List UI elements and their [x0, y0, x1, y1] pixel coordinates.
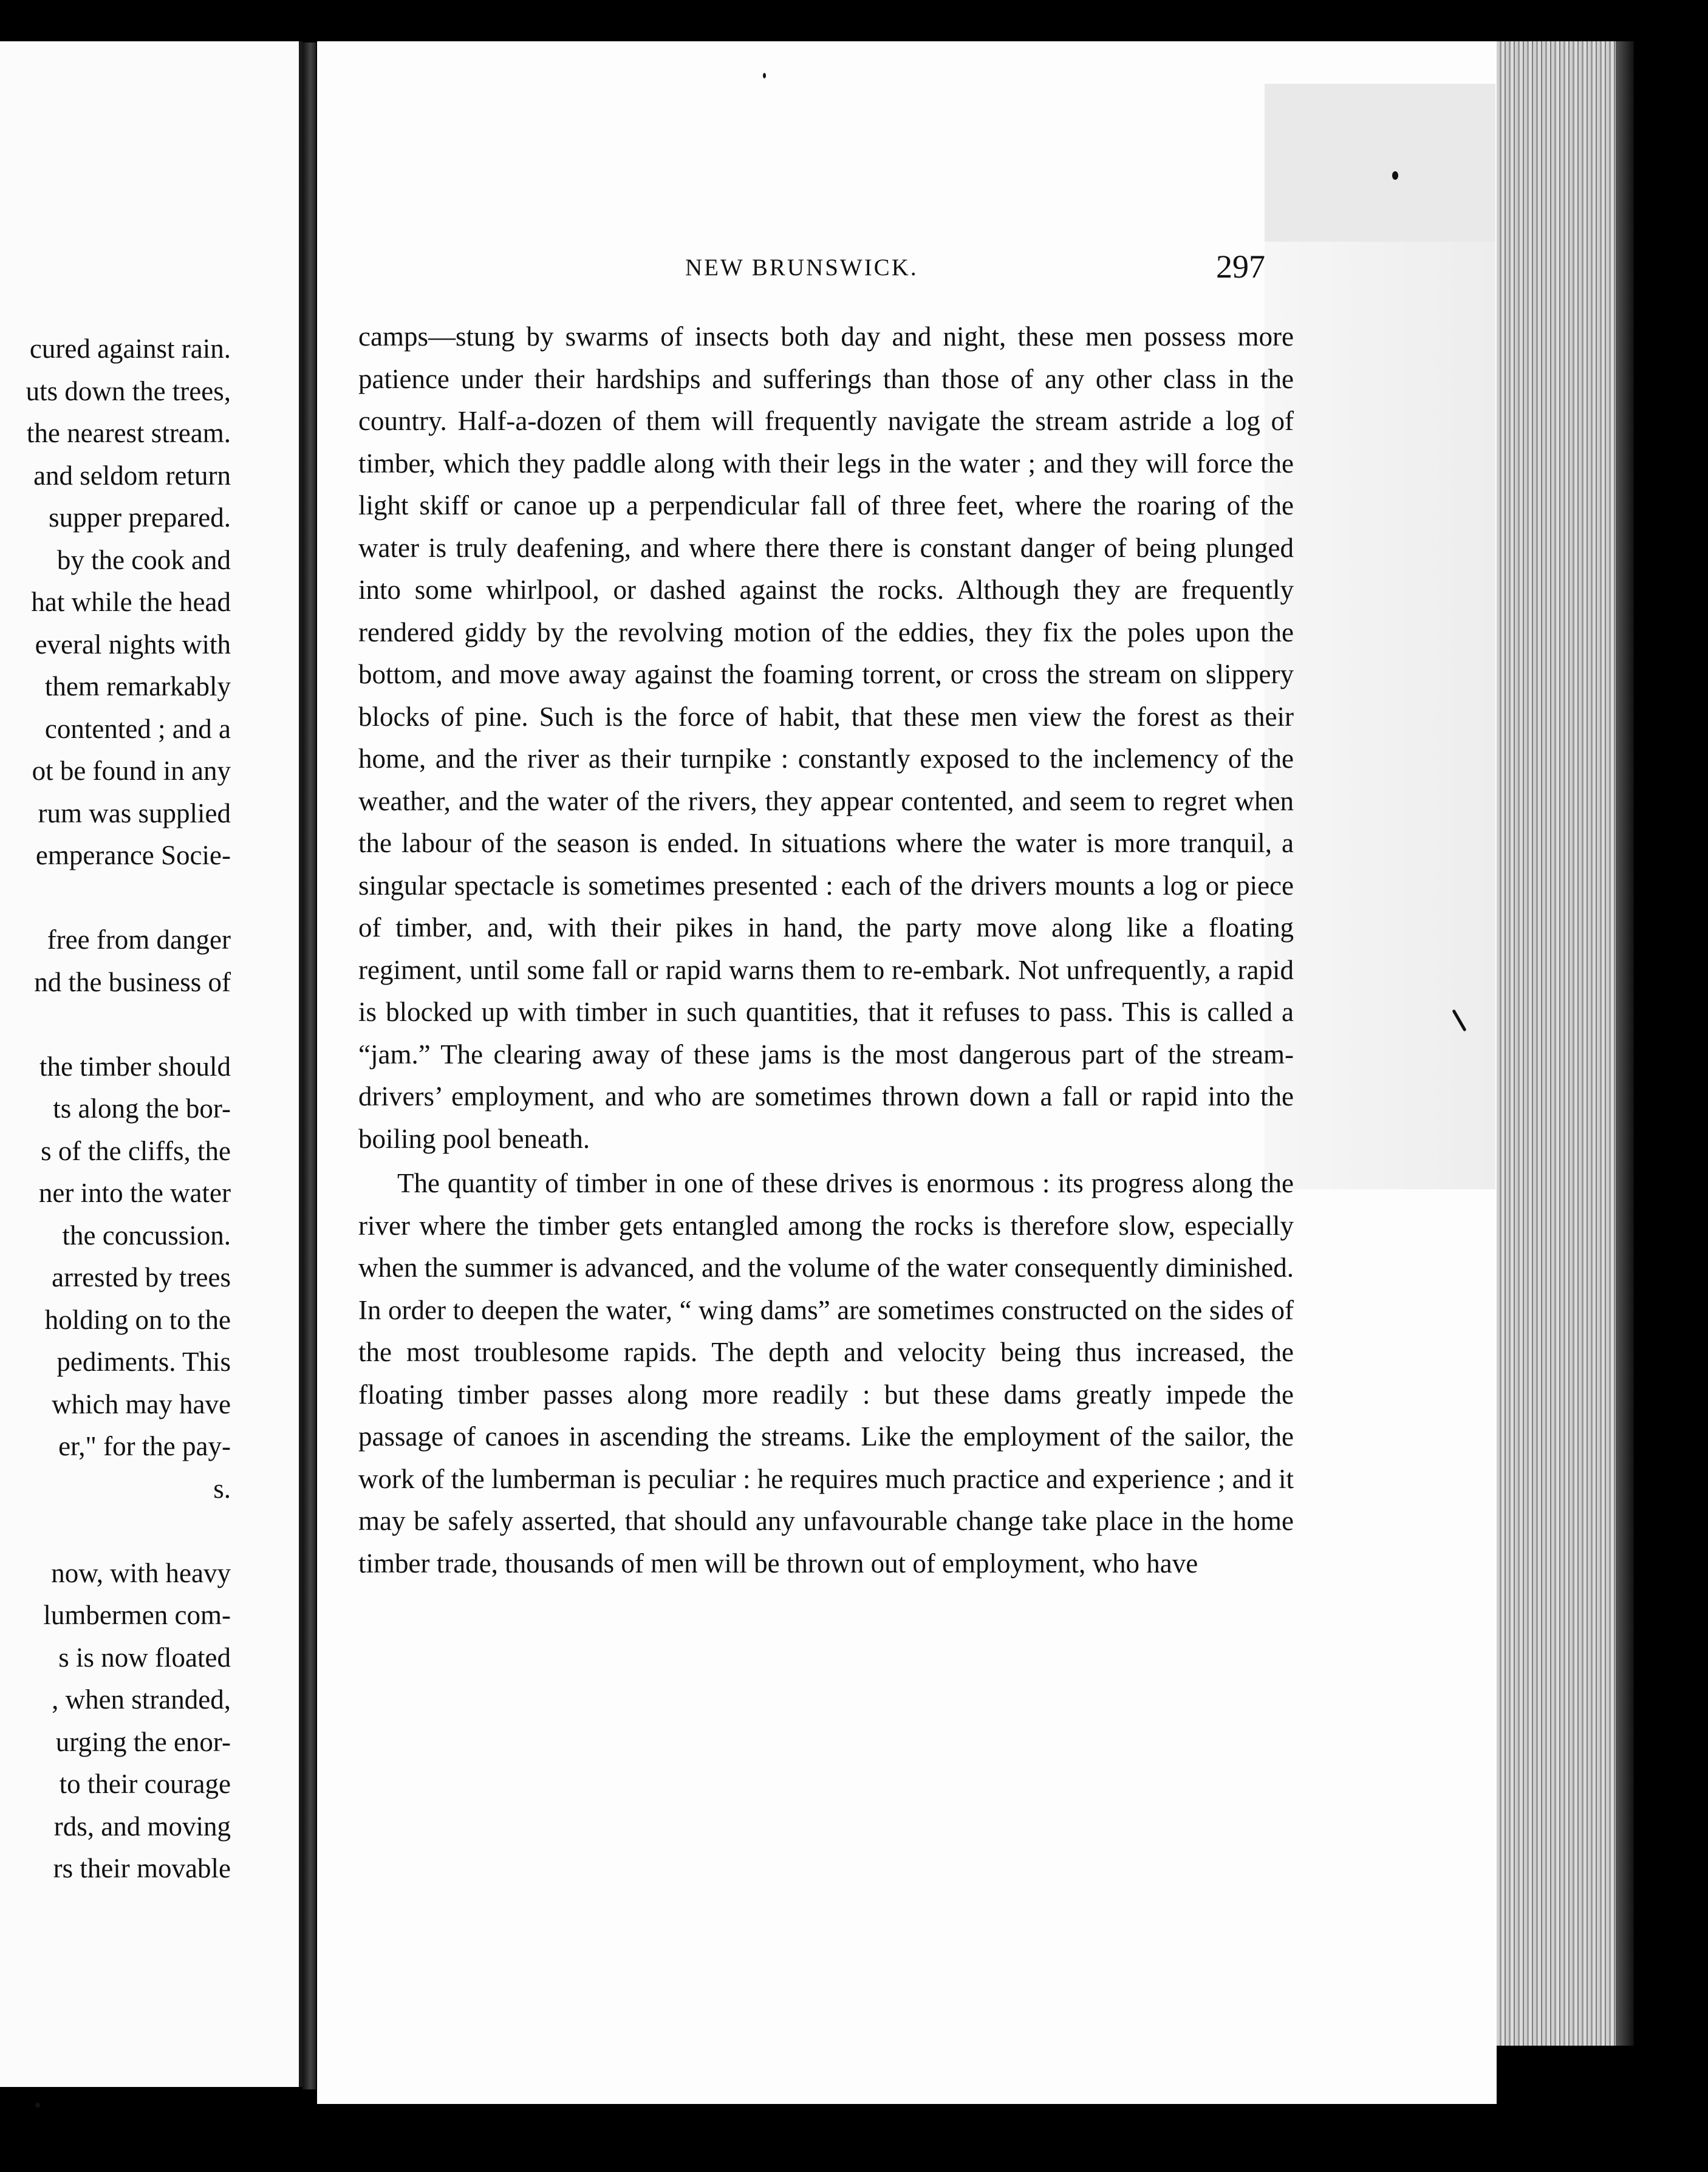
left-page-line: uts down the trees,: [26, 375, 231, 406]
left-page-line: now, with heavy: [51, 1557, 231, 1588]
left-page-line: s is now floated: [58, 1642, 231, 1673]
left-page-line: them remarkably: [44, 671, 231, 702]
left-page-line: everal nights with: [35, 629, 231, 660]
page-edges: [1497, 41, 1616, 2046]
left-page-line: contented ; and a: [44, 713, 231, 744]
ink-speck: [1392, 171, 1398, 180]
left-page-line: s of the cliffs, the: [41, 1135, 231, 1166]
left-page-line: pediments. This: [56, 1347, 231, 1377]
left-page-line: s.: [213, 1473, 231, 1504]
left-page-line: the concussion.: [62, 1220, 231, 1251]
left-page-line: to their courage: [59, 1769, 231, 1799]
left-page-line: supper prepared.: [49, 502, 231, 533]
book-gutter: [302, 43, 316, 2089]
left-page-line: ner into the water: [38, 1178, 231, 1208]
left-page-line: rds, and moving: [53, 1811, 231, 1842]
running-head: NEW BRUNSWICK.: [685, 254, 918, 281]
page-edges-shadow: [1616, 41, 1634, 2046]
left-page-line: cured against rain.: [29, 333, 231, 364]
left-page: [0, 41, 302, 2087]
left-page-line: , when stranded,: [52, 1684, 231, 1715]
left-page-line: ot be found in any: [32, 756, 231, 786]
left-page-line: free from danger: [47, 924, 231, 955]
left-page-line: hat while the head: [31, 587, 231, 617]
left-page-line: which may have: [52, 1388, 231, 1419]
left-page-line: rum was supplied: [38, 797, 231, 828]
page-number: 297: [1216, 248, 1265, 285]
left-page-line: the nearest stream.: [26, 418, 231, 448]
left-page-line: and seldom return: [33, 460, 231, 491]
body-text: [358, 316, 1294, 1585]
left-page-line: the timber should: [39, 1051, 231, 1082]
left-page-line: lumbermen com-: [43, 1600, 231, 1630]
left-page-line: holding on to the: [44, 1304, 231, 1335]
left-page-line: nd the business of: [34, 966, 231, 997]
paragraph: The quantity of timber in one of these drives is enormous : its progress along the river where the timber gets entangled among the rocks is therefore slow, especially when the summer is advanced, and the volume of the water consequently diminished. In order to deepen the water, “ wing dams” are sometimes constructed on the sides of the most troublesome rapids. The depth and velocity being thus increased, the floating timber passes along more readily : but these dams greatly impede the passage of canoes in ascending the streams. Like the employment of the sailor, the work of the lumberman is peculiar : he requires much practice and experience ; and it may be safely asserted, that should any unfavourable change take place in the home timber trade, thousands of men will be thrown out of employment, who have: [358, 1168, 1294, 1579]
page-stain: [1265, 242, 1495, 1189]
left-page-line: ts along the bor-: [53, 1093, 231, 1124]
left-page-line: rs their movable: [53, 1853, 231, 1883]
left-page-line: by the cook and: [56, 544, 231, 575]
left-page-line: arrested by trees: [52, 1262, 231, 1293]
left-page-line: urging the enor-: [55, 1726, 231, 1757]
left-page-line: emperance Socie-: [35, 840, 231, 870]
ink-speck: [763, 73, 766, 78]
paragraph: camps—stung by swarms of insects both day and night, these men possess more patience under their hardships and sufferings than those of any other class in the country. Half-a-dozen of them will frequently navigate the stream astride a log of timber, which they paddle along with their legs in the water ; and they will force the light skiff or canoe up a perpendicular fall of three feet, where the roaring of the water is truly deafening, and where there there is constant danger of being plunged into some whirlpool, or dashed against the rocks. Although they are frequently rendered giddy by the revolving motion of the eddies, they fix the poles upon the bottom, and move away against the foaming torrent, or cross the stream on slippery blocks of pine. Such is the force of habit, that these men view the forest as their home, and the river as their turnpike : constantly exposed to the inclemency of the weather, and the water of the rivers, they appear contented, and seem to regret when the labour of the season is ended. In situations where the water is more tranquil, a singular spectacle is sometimes presented : each of the drivers mounts a log or piece of timber, and, with their pikes in hand, the party move along like a floating regiment, until some fall or rapid warns them to re-embark. Not unfrequently, a rapid is blocked up with timber in such quantities, that it refuses to pass. This is called a “jam.” The clearing away of these jams is the most dangerous part of the stream-drivers’ employment, and who are sometimes thrown down a fall or rapid into the boiling pool beneath.: [358, 321, 1294, 1154]
left-page-line: er," for the pay-: [58, 1431, 231, 1461]
page-stain: [1265, 84, 1495, 242]
ink-speck: [35, 2103, 40, 2108]
